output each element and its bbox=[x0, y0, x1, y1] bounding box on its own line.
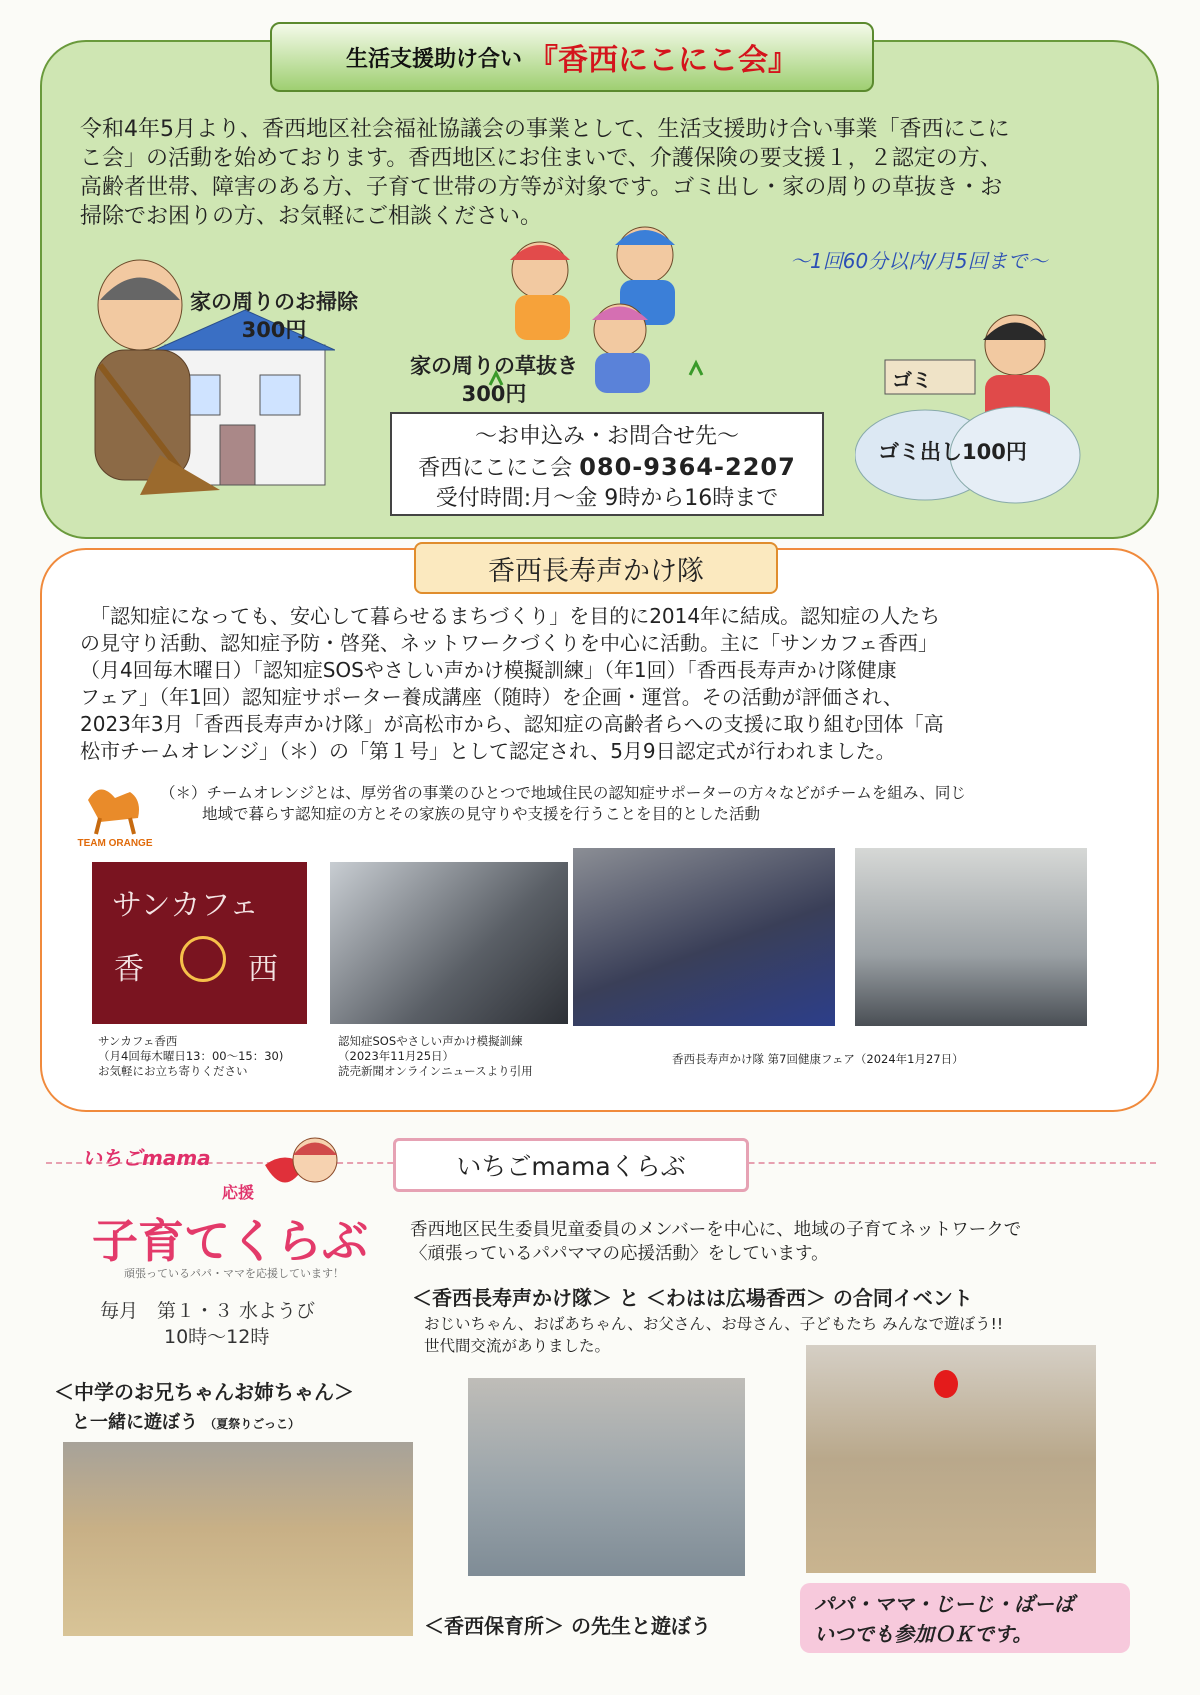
suncafe-caption bbox=[98, 1034, 283, 1079]
team-orange-note-line: 地域で暮らす認知症の方とその家族の見守りや支援を行うことを目的とした活動 bbox=[202, 805, 761, 823]
team-orange-logo bbox=[70, 770, 160, 850]
garbage-service: ゴミ出し100円 bbox=[878, 440, 1027, 464]
join-anytime-line: いつでも参加ＯＫです。 bbox=[814, 1622, 1033, 1646]
koekake-description-line: フェア」（年1回）認知症サポーター養成講座（随時）を企画・運営。その活動が評価され、 bbox=[80, 685, 903, 709]
caption-line: 読売新聞オンラインニュースより引用 bbox=[338, 1064, 533, 1078]
join-anytime-line: パパ・ママ・じーじ・ばーば bbox=[814, 1592, 1074, 1616]
caption-line: （2023年11月25日） bbox=[338, 1049, 455, 1063]
middle-school-subheading-note: （夏祭りごっこ） bbox=[204, 1417, 301, 1431]
garbage-sign: ゴミ bbox=[892, 368, 932, 392]
schedule bbox=[100, 1298, 315, 1350]
suncafe-sign-text: 西 bbox=[248, 952, 278, 987]
sos-training-caption bbox=[338, 1034, 533, 1079]
sun-icon bbox=[180, 936, 226, 982]
logo-main-text: 子育てくらぶ bbox=[92, 1214, 368, 1268]
koekake-description bbox=[80, 603, 1105, 765]
nikoniko-title: 『香西にこにこ会』 bbox=[528, 43, 798, 78]
logo-small-text: いちごmama bbox=[82, 1146, 211, 1170]
ichigo-mama-intro-line: 〈頑張っているパパママの応援活動〉をしています。 bbox=[410, 1244, 829, 1264]
caption-line: サンカフェ香西 bbox=[98, 1034, 178, 1048]
koekake-description-line: 「認知症になっても、安心して暮らせるまちづくり」を目的に2014年に結成。認知症の人たち bbox=[80, 604, 941, 628]
logo-sub-text: 頑張っているパパ・ママを応援しています！ bbox=[124, 1267, 344, 1280]
contact-heading: ～お申込み・お問合せ先～ bbox=[474, 424, 739, 449]
nikoniko-title-prefix: 生活支援助け合い bbox=[345, 46, 522, 72]
ichigo-mama-title-tab bbox=[393, 1138, 749, 1192]
joint-event-line: おじいちゃん、おばあちゃん、お父さん、お母さん、子どもたち みんなで遊ぼう!! bbox=[424, 1315, 1004, 1333]
nikoniko-description-line: 高齢者世帯、障害のある方、子育て世帯の方等が対象です。ゴミ出し・家の周りの草抜き・お bbox=[80, 175, 1003, 200]
contact-box bbox=[390, 412, 824, 516]
weeding-service bbox=[410, 352, 578, 408]
koekake-description-line: 2023年3月「香西長寿声かけ隊」が高松市から、認知症の高齢者らへの支援に取り組む団体「高 bbox=[80, 712, 944, 736]
summer-festival-photo bbox=[63, 1442, 413, 1636]
nursery-caption: ＜香西保育所＞ の先生と遊ぼう bbox=[424, 1614, 711, 1638]
health-fair-caption: 香西長寿声かけ隊 第7回健康フェア（2024年1月27日） bbox=[672, 1052, 964, 1066]
ichigo-mama-intro bbox=[410, 1218, 1130, 1266]
team-orange-note bbox=[160, 783, 1060, 825]
koekake-title-tab bbox=[414, 542, 778, 594]
weeding-service-price: 300円 bbox=[461, 382, 527, 406]
caption-line: （月4回毎木曜日13：00～15：30) bbox=[98, 1049, 284, 1063]
nikoniko-description-line: 掃除でお困りの方、お気軽にご相談ください。 bbox=[80, 204, 543, 229]
nikoniko-description-line: こ会」の活動を始めております。香西地区にお住まいで、介護保険の要支援１，２認定の方、 bbox=[80, 146, 1002, 171]
joint-event-title: ＜香西長寿声かけ隊＞ と ＜わはは広場香西＞ の合同イベント bbox=[412, 1286, 973, 1310]
middle-school-subheading-text: と一緒に遊ぼう bbox=[72, 1412, 198, 1433]
team-orange-logo-text: TEAM ORANGE bbox=[77, 838, 153, 849]
ichigo-mama-title: いちごmamaくらぶ bbox=[456, 1152, 686, 1181]
koekake-title: 香西長寿声かけ隊 bbox=[488, 555, 704, 587]
contact-line bbox=[392, 452, 822, 484]
suncafe-sign-text: サンカフェ bbox=[112, 888, 259, 923]
ichigo-mama-intro-line: 香西地区民生委員児童委員のメンバーを中心に、地域の子育てネットワークで bbox=[410, 1220, 1022, 1240]
koekake-description-line: 松市チームオレンジ」（＊）の「第１号」として認定され、5月9日認定式が行われました。 bbox=[80, 739, 896, 763]
suncafe-sign-text: 香 bbox=[114, 952, 144, 987]
cleaning-service bbox=[190, 288, 358, 344]
join-anytime-badge bbox=[800, 1583, 1130, 1653]
cleaning-service-label: 家の周りのお掃除 bbox=[190, 290, 358, 314]
garbage-illustration bbox=[855, 305, 1095, 510]
contact-phone: 080-9364-2207 bbox=[579, 453, 796, 481]
schedule-day: 毎月 第１・３ 水ようび bbox=[100, 1300, 316, 1322]
middle-school-heading: ＜中学のお兄ちゃんお姉ちゃん＞ bbox=[54, 1380, 354, 1404]
health-fair-photo-1 bbox=[573, 848, 835, 1026]
middle-school-subheading bbox=[72, 1408, 300, 1434]
nikoniko-description-line: 令和4年5月より、香西地区社会福祉協議会の事業として、生活支援助け合い事業「香西にこに bbox=[80, 117, 1010, 142]
team-orange-note-line: （＊）チームオレンジとは、厚労省の事業のひとつで地域住民の認知症サポーターの方々などがチームを組み、同じ bbox=[160, 784, 966, 802]
schedule-time: 10時～12時 bbox=[164, 1326, 270, 1348]
suncafe-sign-photo bbox=[92, 862, 307, 1024]
nikoniko-description bbox=[80, 115, 1110, 231]
nursery-play-photo bbox=[468, 1378, 745, 1576]
sos-training-photo bbox=[330, 862, 568, 1024]
logo-ouen-text: 応援 bbox=[222, 1183, 255, 1202]
koekake-description-line: （月4回毎木曜日）「認知症SOSやさしい声かけ模擬訓練」（年1回）「香西長寿声かけ隊健康 bbox=[80, 658, 897, 682]
contact-hours: 受付時間:月～金 9時から16時まで bbox=[435, 486, 779, 511]
caption-line: 認知症SOSやさしい声かけ模擬訓練 bbox=[338, 1034, 523, 1048]
balloon-icon bbox=[934, 1370, 958, 1398]
strawberry-girl-icon bbox=[255, 1130, 345, 1210]
usage-limit-note: ～1回60分以内/月5回まで～ bbox=[790, 249, 1048, 273]
joint-event-photo bbox=[806, 1345, 1096, 1573]
weeding-service-label: 家の周りの草抜き bbox=[410, 354, 578, 378]
nikoniko-title-tab bbox=[270, 22, 874, 92]
cleaning-service-price: 300円 bbox=[241, 318, 307, 342]
contact-name: 香西にこにこ会 bbox=[418, 456, 573, 481]
health-fair-photo-2 bbox=[855, 848, 1087, 1026]
koekake-description-line: の見守り活動、認知症予防・啓発、ネットワークづくりを中心に活動。主に「サンカフェ香西」 bbox=[80, 631, 938, 655]
joint-event-line: 世代間交流がありました。 bbox=[424, 1337, 611, 1355]
caption-line: お気軽にお立ち寄りください bbox=[98, 1064, 248, 1078]
